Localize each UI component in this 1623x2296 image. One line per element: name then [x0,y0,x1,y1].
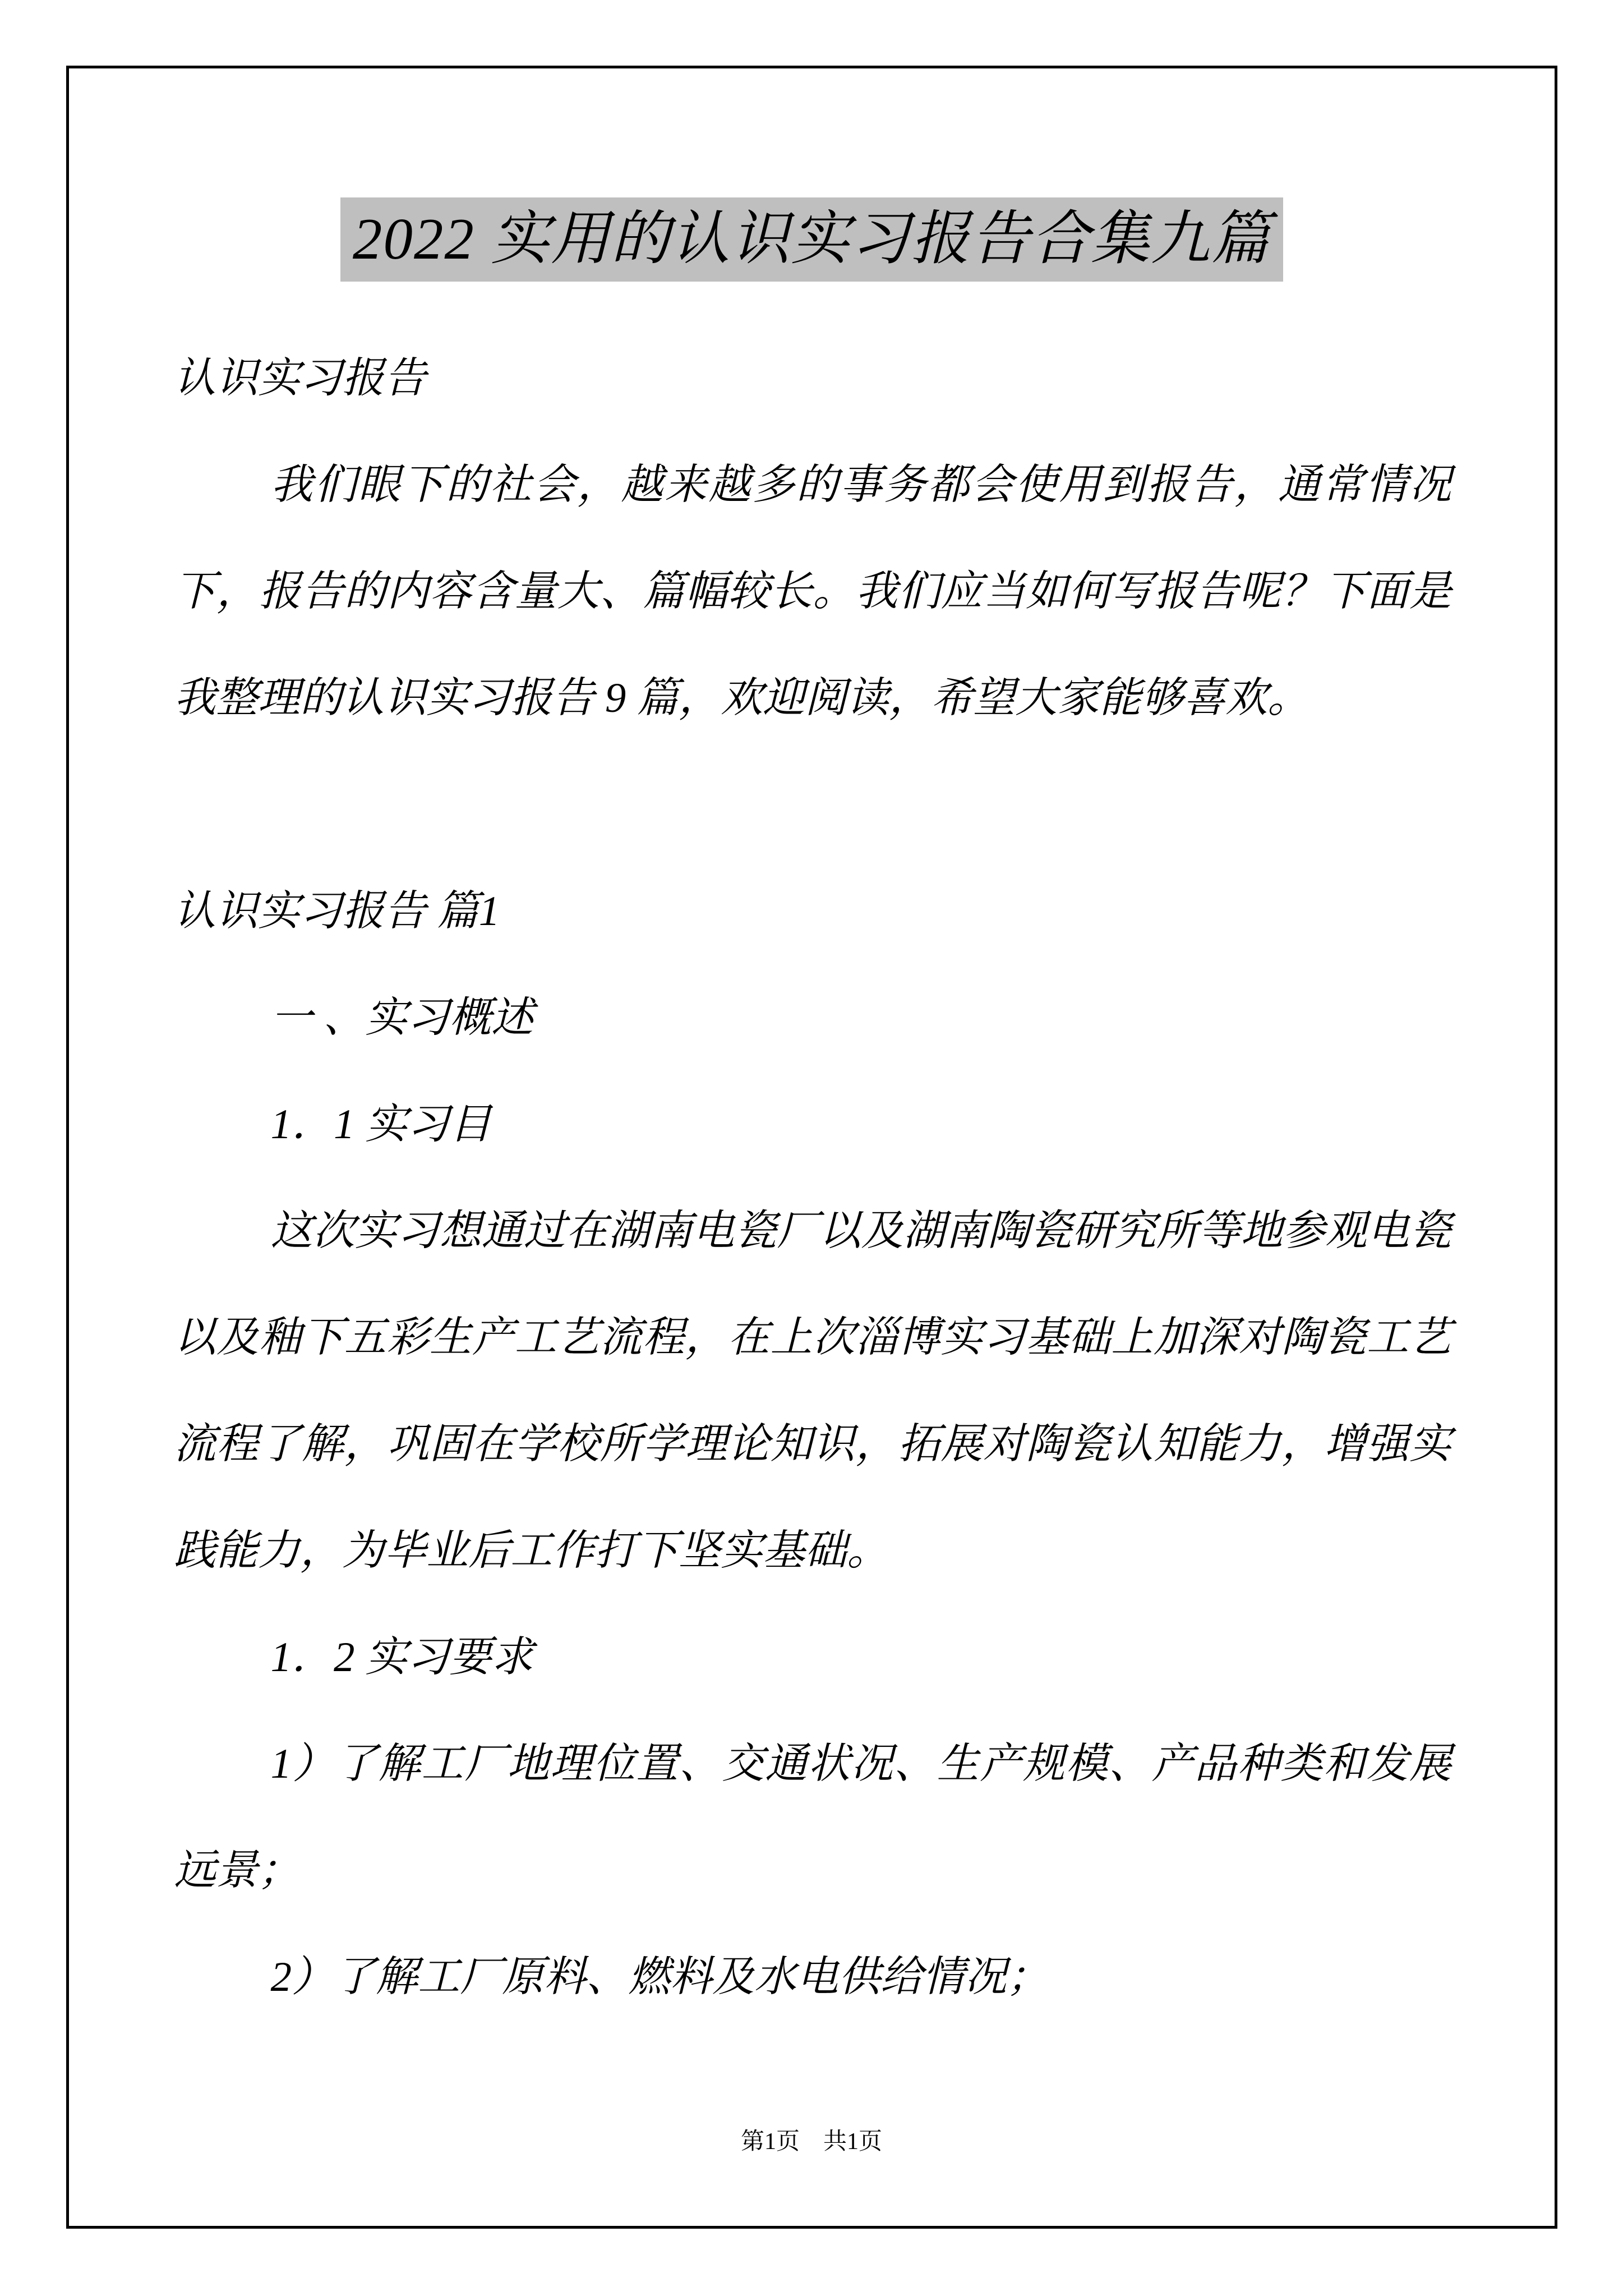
paragraph: 这次实习想通过在湖南电瓷厂以及湖南陶瓷研究所等地参观电瓷以及釉下五彩生产工艺流程，在上次淄博实习基础上加深对陶瓷工艺流程了解，巩固在学校所学理论知识，拓展对陶瓷认知能力，增强实践能力，为毕业后工作打下坚实基础。 [174,1208,1451,1574]
paragraph: 一 、实习概述 [270,995,534,1041]
paragraph: 1．2 实习要求 [270,1634,534,1681]
page-number-footer: 第1页 共1页 [740,2129,882,2155]
paragraph: 1．1 实习目 [270,1101,492,1148]
paragraph: 2）了解工厂原料、燃料及水电供给情况； [270,1954,1049,2000]
paragraph: 我们眼下的社会，越来越多的事务都会使用到报告，通常情况下，报告的内容含量大、篇幅较长。我们应当如何写报告呢？下面是我整理的认识实习报告 9 篇，欢迎阅读，希望大家能够喜欢。 [174,462,1451,721]
paragraph: 认识实习报告 [174,355,427,402]
paragraph: 认识实习报告 篇1 [174,888,500,935]
document-body [174,325,1451,2031]
document-title-line [69,197,1555,282]
document-title: 2022 实用的认识实习报告合集九篇 [340,197,1283,282]
paragraph: 1）了解工厂地理位置、交通状况、生产规模、产品种类和发展远景； [174,1741,1451,1894]
